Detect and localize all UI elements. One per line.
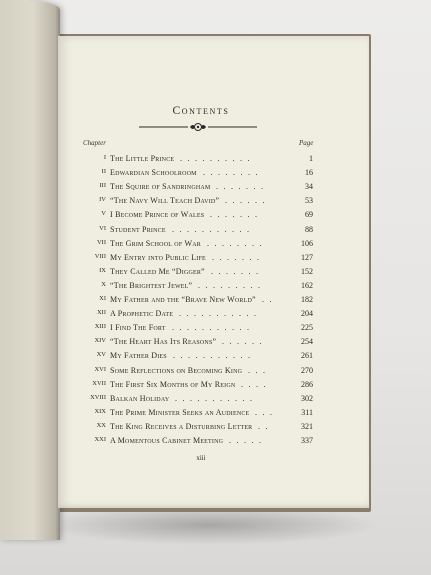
- chapter-number: IX: [99, 266, 106, 274]
- toc-entry: [58, 408, 369, 422]
- toc-entry: [58, 281, 369, 295]
- chapter-number: II: [101, 168, 106, 176]
- leader-dots: ......: [222, 337, 267, 347]
- leader-dots: ..: [262, 295, 277, 304]
- contents-title: Contents: [172, 105, 230, 117]
- page-number-footer: xiii: [196, 454, 206, 462]
- chapter-title: The Little Prince: [110, 154, 175, 163]
- chapter-title: The First Six Months of My Reign: [110, 379, 236, 389]
- toc-list: [58, 36, 369, 508]
- leader-dots: .........: [198, 280, 266, 290]
- chapter-number: XIII: [94, 323, 106, 331]
- chapter-number: X: [101, 280, 106, 288]
- chapter-number: VI: [99, 224, 106, 232]
- chapter-number: XI: [99, 295, 106, 302]
- chapter-page: 162: [301, 280, 313, 290]
- toc-entry: [58, 422, 369, 436]
- toc-entry: [58, 253, 369, 267]
- chapter-number: XV: [96, 351, 106, 359]
- chapter-title: A Momentous Cabinet Meeting: [110, 436, 224, 445]
- chapter-number: XVI: [94, 365, 106, 373]
- chapter-title: “The Brightest Jewel”: [110, 280, 193, 290]
- toc-entry: [58, 337, 369, 351]
- chapter-title: The Squire of Sandringham: [110, 182, 211, 192]
- chapter-page: 69: [305, 210, 313, 220]
- chapter-page: 337: [301, 436, 313, 445]
- leader-dots: ...........: [172, 224, 255, 234]
- chapter-page: 302: [301, 393, 313, 403]
- toc-entry: [58, 323, 369, 337]
- chapter-page: 16: [305, 168, 313, 178]
- chapter-number: VIII: [94, 252, 106, 260]
- chapter-title: Edwardian Schoolroom: [110, 168, 197, 178]
- chapter-column-label: Chapter: [83, 139, 106, 147]
- toc-entry: [58, 267, 369, 281]
- toc-entry: [58, 239, 369, 253]
- chapter-page: 88: [305, 224, 313, 234]
- chapter-title: The Grim School of War: [110, 238, 201, 248]
- chapter-title: I Find The Fort: [110, 323, 166, 333]
- chapter-page: 127: [301, 252, 313, 262]
- toc-entry: [58, 182, 369, 196]
- leader-dots: .......: [211, 266, 264, 276]
- leader-dots: ........: [203, 168, 263, 178]
- chapter-page: 261: [301, 351, 313, 361]
- toc-entry: [58, 366, 369, 380]
- chapter-title: The Prime Minister Seeks an Audience: [110, 407, 250, 417]
- chapter-page: 311: [301, 407, 313, 417]
- chapter-page: 270: [301, 365, 313, 375]
- leader-dots: ...: [248, 365, 271, 375]
- leader-dots: .......: [212, 252, 265, 262]
- leader-dots: ....: [241, 379, 271, 389]
- chapter-title: A Prophetic Date: [110, 309, 174, 319]
- chapter-page: 182: [301, 295, 313, 304]
- left-page: [0, 0, 60, 540]
- chapter-number: VII: [96, 238, 106, 246]
- chapter-page: 321: [301, 421, 313, 431]
- chapter-page: 1: [309, 154, 313, 163]
- leader-dots: .......: [210, 210, 263, 220]
- toc-entry: [58, 168, 369, 182]
- chapter-page: 254: [301, 337, 313, 347]
- toc-entry: [58, 351, 369, 365]
- chapter-page: 106: [301, 238, 313, 248]
- toc-entry: [58, 225, 369, 239]
- leader-dots: ...: [255, 407, 278, 417]
- chapter-title: My Entry into Public Life: [110, 252, 206, 262]
- toc-entry: [58, 436, 369, 450]
- page-column-label: Page: [299, 139, 314, 147]
- chapter-title: Student Prince: [110, 224, 166, 234]
- toc-entry: [58, 380, 369, 394]
- leader-dots: ..: [258, 421, 273, 431]
- chapter-title: The King Receives a Disturbing Letter: [110, 421, 253, 431]
- chapter-number: I: [103, 154, 106, 161]
- chapter-page: 34: [305, 182, 313, 192]
- chapter-number: IV: [99, 196, 106, 204]
- chapter-title: “The Heart Has Its Reasons”: [110, 337, 217, 347]
- chapter-title: Balkan Holiday: [110, 393, 170, 403]
- chapter-title: My Father and the “Brave New World”: [110, 295, 256, 304]
- chapter-number: V: [101, 210, 106, 218]
- chapter-page: 225: [301, 323, 313, 333]
- chapter-number: XVIII: [90, 393, 106, 401]
- leader-dots: ..........: [180, 154, 255, 163]
- chapter-number: XX: [96, 421, 106, 429]
- chapter-title: They Called Me “Digger”: [110, 266, 205, 276]
- chapter-number: XIX: [94, 407, 106, 415]
- toc-entry: [58, 394, 369, 408]
- chapter-page: 53: [305, 196, 313, 206]
- leader-dots: ........: [207, 238, 267, 248]
- leader-dots: ...........: [179, 309, 262, 319]
- chapter-page: 152: [301, 266, 313, 276]
- chapter-number: XXI: [94, 436, 106, 443]
- chapter-title: My Father Dies: [110, 351, 167, 361]
- toc-entry: [58, 210, 369, 224]
- chapter-page: 286: [301, 379, 313, 389]
- contents-page: [58, 36, 369, 508]
- chapter-page: 204: [301, 309, 313, 319]
- leader-dots: ...........: [172, 323, 255, 333]
- chapter-title: Some Reflections on Becoming King: [110, 365, 243, 375]
- leader-dots: .....: [229, 436, 267, 445]
- toc-entry: [58, 154, 369, 168]
- toc-entry: [58, 295, 369, 309]
- chapter-title: I Become Prince of Wales: [110, 210, 205, 220]
- leader-dots: .......: [216, 182, 269, 192]
- chapter-number: XVII: [92, 379, 106, 387]
- chapter-number: XIV: [94, 337, 106, 345]
- leader-dots: ...........: [173, 351, 256, 361]
- leader-dots: ...........: [175, 393, 258, 403]
- chapter-number: XII: [96, 309, 106, 317]
- leader-dots: ......: [225, 196, 270, 206]
- toc-entry: [58, 196, 369, 210]
- chapter-title: “The Navy Will Teach David”: [110, 196, 220, 206]
- chapter-number: III: [99, 182, 106, 190]
- toc-entry: [58, 309, 369, 323]
